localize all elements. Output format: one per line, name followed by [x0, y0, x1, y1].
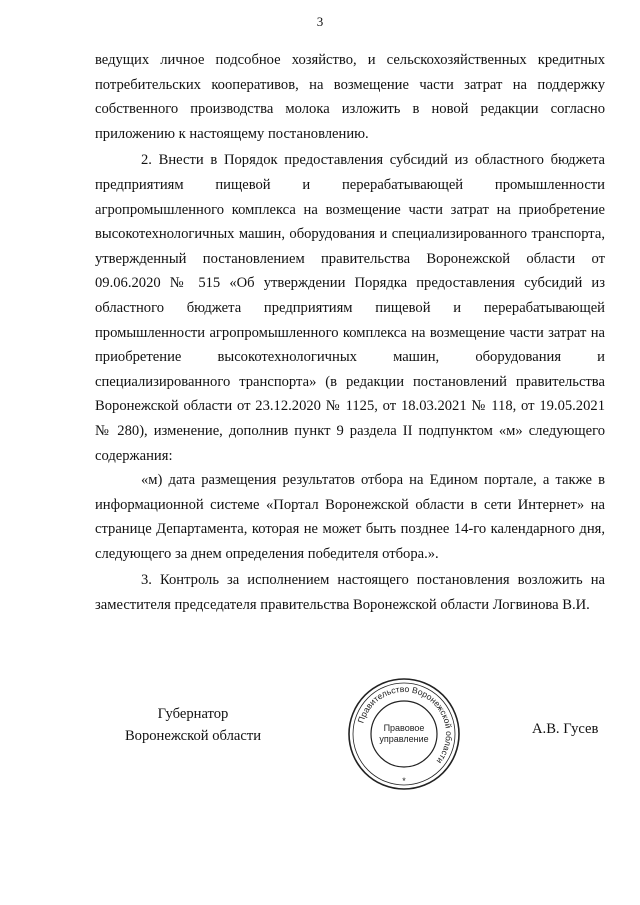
- paragraph-continuation: ведущих личное подсобное хозяйство, и сельскохозяйственных кредитных потребительских кооперативов, на возмещение части затрат на поддержку собственного производства молока изложить в новой редакции согласно приложению к настоящему постановлению.: [95, 52, 605, 142]
- signatory-region: Воронежской области: [124, 728, 262, 744]
- signatory-name: А.В. Гусев: [532, 721, 599, 737]
- stamp-center-line1: Правовое: [383, 723, 425, 733]
- signatory-title: Губернатор: [157, 706, 229, 722]
- stamp-center-line2: управление: [379, 734, 429, 744]
- stamp-star: *: [402, 776, 406, 786]
- paragraph-subitem-m: «м) дата размещения результатов отбора на Едином портале, а также в информационной системе «Портал Воронежской области в сети Интернет» на странице Департамента, которая не может быть позднее 14-го календарного дня, следующего за днем определения победителя отбора.».: [95, 472, 605, 562]
- document-body: [95, 48, 605, 618]
- stamp-ring-text: Правительство Воронежской области: [355, 683, 455, 766]
- page-number: 3: [316, 14, 324, 29]
- paragraph-item-2: 2. Внести в Порядок предоставления субсидий из областного бюджета предприятиям пищевой и перерабатывающей промышленности агропромышленного комплекса на возмещение части затрат на приобретение высокотехнологичных машин, оборудования и специализированного транспорта, утвержденный постановлением правительства Воронежской области от 09.06.2020 № 515 «Об утверждении Порядка предоставления субсидий из областного бюджета предприятиям пищевой и перерабатывающей промышленности агропромышленного комплекса на возмещение части затрат на приобретение высокотехнологичных машин, оборудования и специализированного транспорта» (в редакции постановлений правительства Воронежской области от 23.12.2020 № 1125, от 18.03.2021 № 118, от 19.05.2021 № 280), изменение, дополнив пункт 9 раздела II подпунктом «м» следующего содержания:: [95, 152, 605, 464]
- paragraph-item-3: 3. Контроль за исполнением настоящего постановления возложить на заместителя председателя правительства Воронежской области Логвинова В.И.: [95, 572, 605, 614]
- signatory-position: [108, 703, 278, 747]
- official-stamp: [346, 676, 462, 792]
